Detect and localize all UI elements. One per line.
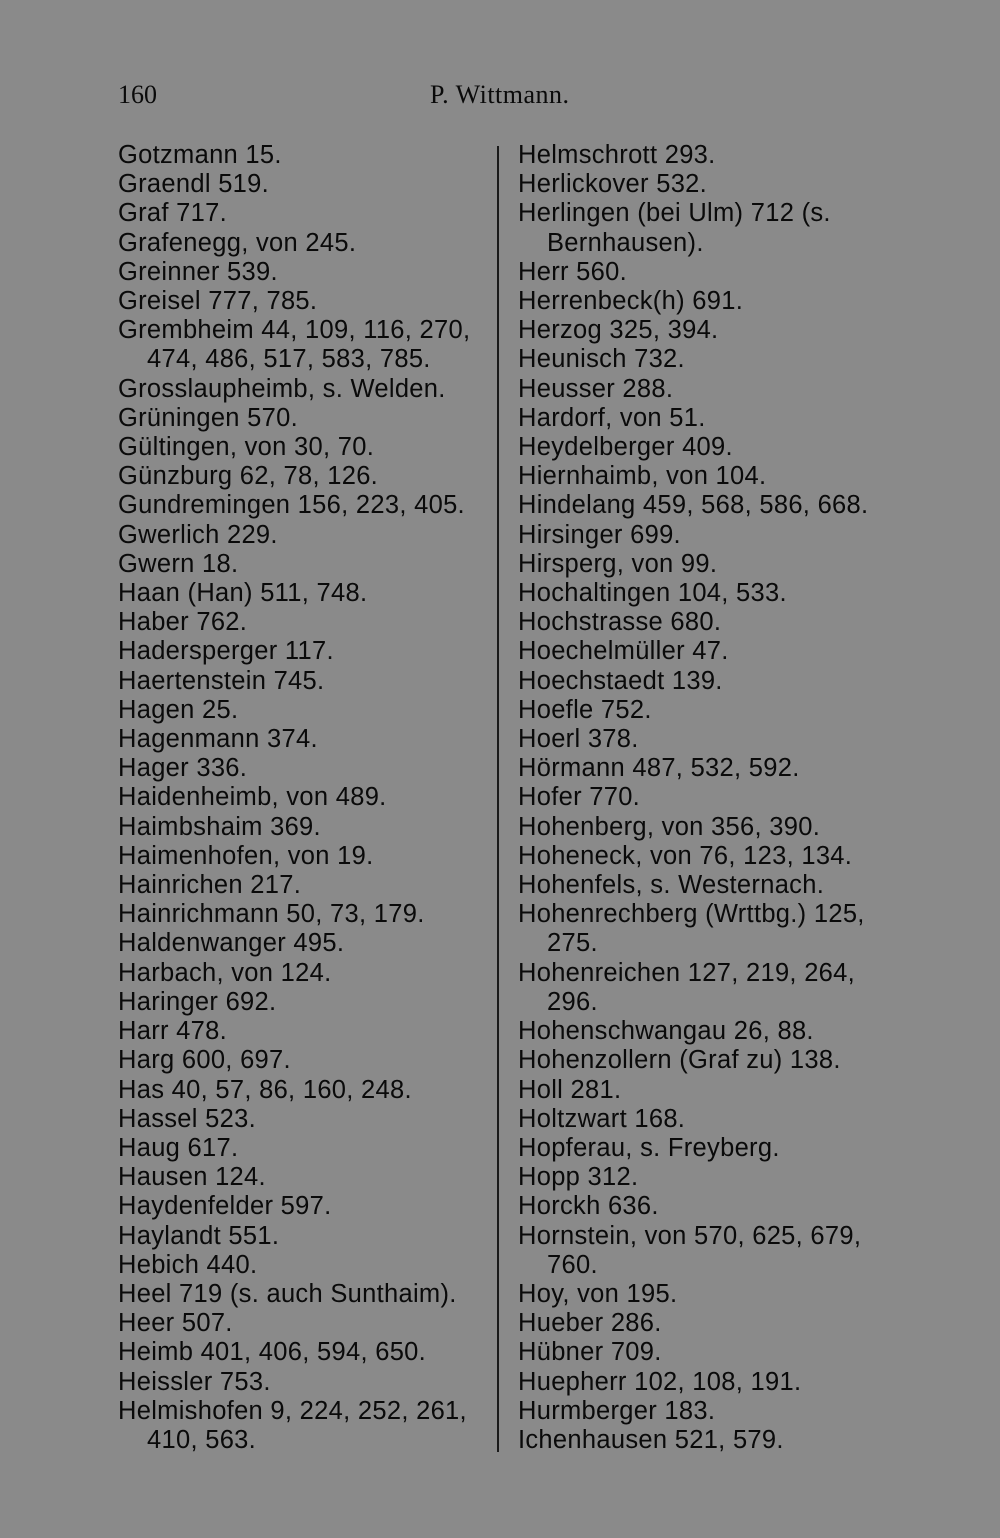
index-entry: Hirsperg, von 99.: [518, 549, 718, 578]
index-entry: Heer 507.: [118, 1309, 233, 1338]
index-entry-continuation: 474, 486, 517, 583, 785.: [147, 345, 431, 374]
index-entry: Hofer 770.: [518, 783, 641, 812]
index-entry: Holl 281.: [518, 1075, 622, 1104]
index-entry: Hadersperger 117.: [118, 637, 334, 666]
index-entry: Heydelberger 409.: [518, 433, 733, 462]
index-entry: Graf 717.: [118, 199, 228, 228]
index-entry: Hopp 312.: [518, 1163, 639, 1192]
index-entry: Haertenstein 745.: [118, 666, 325, 695]
index-column-left: [118, 141, 490, 1455]
index-entry: Hoechstaedt 139.: [518, 666, 723, 695]
index-entry: Gültingen, von 30, 70.: [118, 433, 375, 462]
index-entry: Hiernhaimb, von 104.: [518, 462, 767, 491]
index-entry: Graendl 519.: [118, 170, 270, 199]
page-header: [118, 78, 878, 112]
index-entry: Hainrichen 217.: [118, 871, 302, 900]
index-entry: Hassel 523.: [118, 1104, 256, 1133]
index-entry: Hardorf, von 51.: [518, 403, 706, 432]
index-entry: Haidenheimb, von 489.: [118, 783, 387, 812]
index-entry: Heusser 288.: [518, 374, 674, 403]
index-entry: Harbach, von 124.: [118, 958, 332, 987]
index-entry: Hörmann 487, 532, 592.: [518, 754, 800, 783]
index-entry: Helmschrott 293.: [518, 141, 716, 169]
index-entry: Hindelang 459, 568, 586, 668.: [518, 491, 869, 520]
index-entry: Haldenwanger 495.: [118, 929, 345, 958]
index-entry: Hochaltingen 104, 533.: [518, 579, 787, 608]
index-entry: Hopferau, s. Freyberg.: [518, 1133, 780, 1162]
index-entry: Haan (Han) 511, 748.: [118, 579, 368, 608]
index-entry: Haber 762.: [118, 608, 248, 637]
index-entry: Hagen 25.: [118, 695, 239, 724]
index-entry: Haringer 692.: [118, 987, 277, 1016]
index-entry: Grembheim 44, 109, 116, 270,: [118, 316, 471, 345]
index-entry: Ichenhausen 521, 579.: [518, 1425, 784, 1454]
index-entry: Horckh 636.: [518, 1192, 659, 1221]
index-entry: Greinner 539.: [118, 257, 278, 286]
index-entry: Gotzmann 15.: [118, 141, 282, 169]
index-entry: Greisel 777, 785.: [118, 287, 318, 316]
index-entry: Heissler 753.: [118, 1367, 271, 1396]
index-entry: Heel 719 (s. auch Sunthaim).: [118, 1279, 457, 1308]
index-entry: Herlingen (bei Ulm) 712 (s.: [518, 199, 831, 228]
index-entry: Hainrichmann 50, 73, 179.: [118, 900, 425, 929]
index-entry: Grafenegg, von 245.: [118, 228, 357, 257]
index-entry: Hager 336.: [118, 754, 248, 783]
index-entry: Hirsinger 699.: [518, 520, 681, 549]
index-entry: Grosslaupheimb, s. Welden.: [118, 374, 446, 403]
index-entry: Hohenreichen 127, 219, 264,: [518, 958, 856, 987]
index-entry: Hausen 124.: [118, 1163, 266, 1192]
index-entry-continuation: 275.: [547, 929, 598, 958]
index-entry: Has 40, 57, 86, 160, 248.: [118, 1075, 412, 1104]
index-entry: Herzog 325, 394.: [518, 316, 719, 345]
index-entry: Hoerl 378.: [518, 725, 639, 754]
index-entry: Harg 600, 697.: [118, 1046, 291, 1075]
index-entry: Gwerlich 229.: [118, 520, 278, 549]
index-entry: Heimb 401, 406, 594, 650.: [118, 1338, 427, 1367]
index-entry: Huepherr 102, 108, 191.: [518, 1367, 802, 1396]
index-entry: Hohenzollern (Graf zu) 138.: [518, 1046, 841, 1075]
index-entry: Günzburg 62, 78, 126.: [118, 462, 379, 491]
index-entry: Hornstein, von 570, 625, 679,: [518, 1221, 862, 1250]
index-entry: Haug 617.: [118, 1133, 239, 1162]
index-entry-continuation: 410, 563.: [147, 1425, 257, 1454]
index-entry-continuation: 760.: [547, 1250, 598, 1279]
index-entry: Hohenrechberg (Wrttbg.) 125,: [518, 900, 865, 929]
page-number: 160: [118, 80, 157, 109]
index-entry: Hochstrasse 680.: [518, 608, 722, 637]
index-entry: Heunisch 732.: [518, 345, 685, 374]
index-entry: Hübner 709.: [518, 1338, 662, 1367]
index-entry: Hohenfels, s. Westernach.: [518, 871, 825, 900]
index-entry: Herrenbeck(h) 691.: [518, 287, 744, 316]
index-column-right: [518, 141, 898, 1455]
index-entry: Hoy, von 195.: [518, 1279, 678, 1308]
index-entry: Helmishofen 9, 224, 252, 261,: [118, 1396, 467, 1425]
index-entry: Gundremingen 156, 223, 405.: [118, 491, 465, 520]
index-entry: Gwern 18.: [118, 549, 239, 578]
index-entry: Hebich 440.: [118, 1250, 258, 1279]
index-entry-continuation: 296.: [547, 987, 598, 1016]
index-entry: Hagenmann 374.: [118, 725, 318, 754]
index-entry: Hurmberger 183.: [518, 1396, 716, 1425]
index-entry: Hohenschwangau 26, 88.: [518, 1017, 814, 1046]
index-entry: Herr 560.: [518, 257, 627, 286]
column-divider: [497, 146, 499, 1452]
index-entry: Grüningen 570.: [118, 403, 298, 432]
index-entry: Holtzwart 168.: [518, 1104, 686, 1133]
index-entry: Hueber 286.: [518, 1309, 662, 1338]
index-entry: Haimenhofen, von 19.: [118, 841, 374, 870]
index-entry: Hoheneck, von 76, 123, 134.: [518, 841, 853, 870]
index-entry-continuation: Bernhausen).: [547, 228, 704, 257]
index-entry: Haylandt 551.: [118, 1221, 280, 1250]
running-head: P. Wittmann.: [430, 80, 570, 109]
index-entry: Hoechelmüller 47.: [518, 637, 729, 666]
index-entry: Hoefle 752.: [518, 695, 652, 724]
index-entry: Harr 478.: [118, 1017, 227, 1046]
index-entry: Herlickover 532.: [518, 170, 708, 199]
index-entry: Haydenfelder 597.: [118, 1192, 332, 1221]
index-entry: Haimbshaim 369.: [118, 812, 321, 841]
index-entry: Hohenberg, von 356, 390.: [518, 812, 821, 841]
